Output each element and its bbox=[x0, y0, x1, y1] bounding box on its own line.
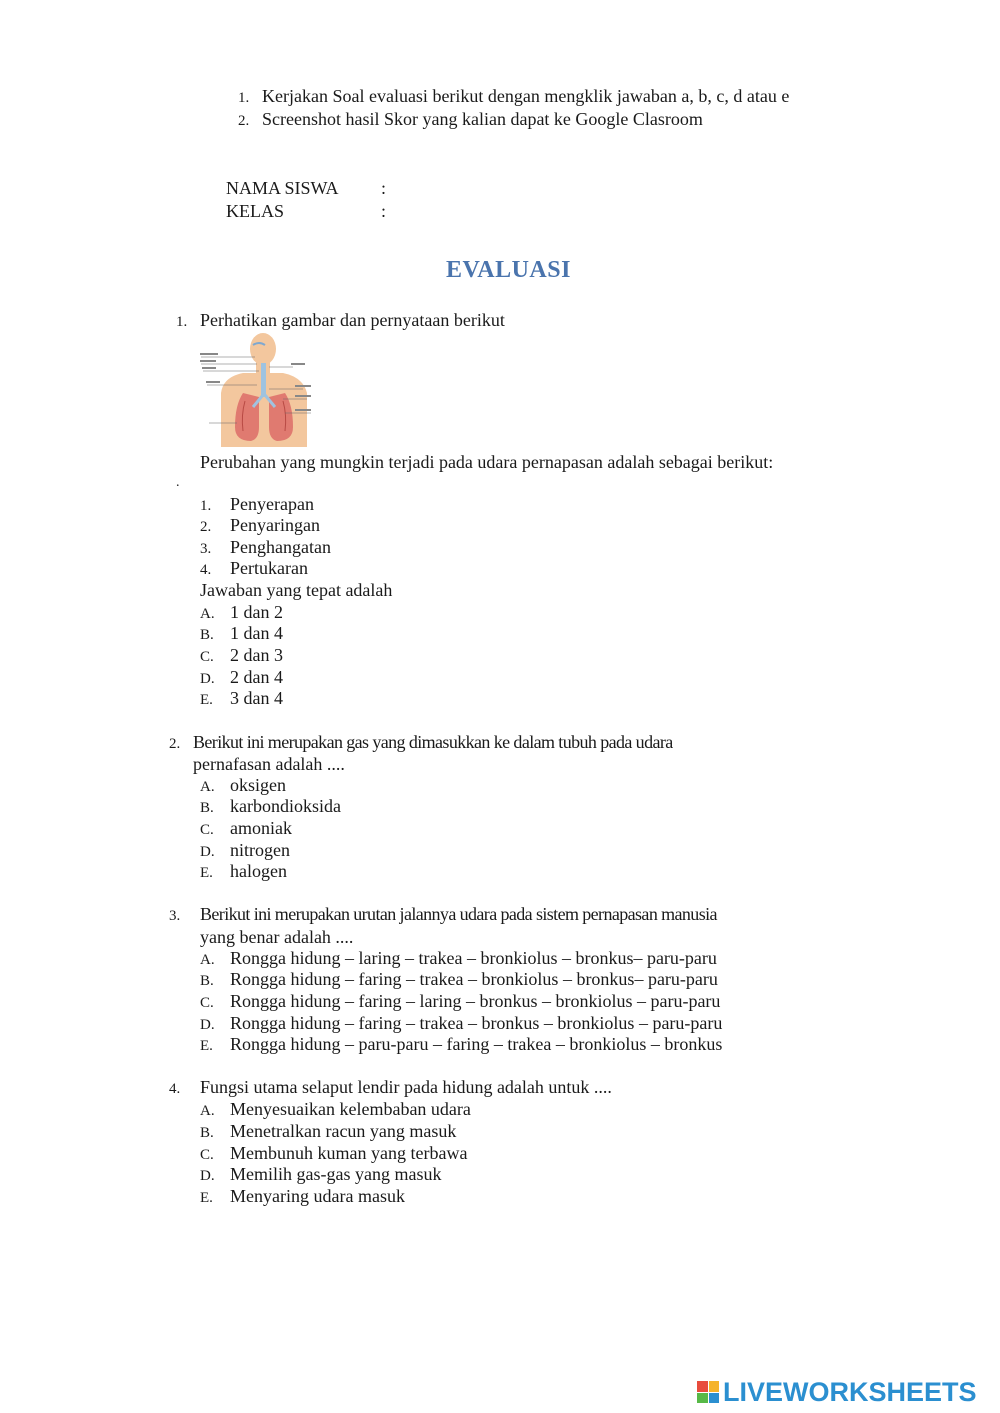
option-letter: E. bbox=[200, 1038, 213, 1054]
q4-option-a[interactable] bbox=[200, 1098, 471, 1122]
option-text: 2 dan 4 bbox=[230, 667, 283, 687]
q3-text-line1: Berikut ini merupakan urutan jalannya udara pada sistem pernapasan manusia bbox=[200, 904, 717, 924]
option-text: amoniak bbox=[230, 818, 292, 838]
q1-option-e[interactable] bbox=[200, 687, 283, 711]
q1-item bbox=[200, 514, 320, 538]
q2-option-c[interactable] bbox=[200, 817, 292, 841]
q1-dot: . bbox=[176, 475, 180, 490]
option-letter: B. bbox=[200, 627, 214, 643]
class-label: KELAS bbox=[226, 201, 284, 221]
option-letter: D. bbox=[200, 671, 215, 687]
instruction-2-number: 2. bbox=[238, 113, 250, 129]
q4-option-e[interactable] bbox=[200, 1185, 405, 1209]
option-letter: E. bbox=[200, 692, 213, 708]
q1-item-number: 3. bbox=[200, 541, 212, 557]
liveworksheets-logo-icon bbox=[697, 1381, 719, 1403]
option-text: Menetralkan racun yang masuk bbox=[230, 1121, 457, 1141]
q1-item-text: Penghangatan bbox=[230, 537, 331, 557]
q1-statement: Perubahan yang mungkin terjadi pada udara pernapasan adalah sebagai berikut: bbox=[200, 452, 774, 472]
option-text: oksigen bbox=[230, 775, 286, 795]
option-text: Menyaring udara masuk bbox=[230, 1186, 405, 1206]
option-letter: C. bbox=[200, 1147, 214, 1163]
instruction-1 bbox=[238, 85, 789, 109]
option-letter: A. bbox=[200, 952, 215, 968]
q2-number: 2. bbox=[169, 736, 181, 752]
q1-option-c[interactable] bbox=[200, 644, 283, 668]
q4-number: 4. bbox=[169, 1081, 181, 1097]
q4-text: Fungsi utama selaput lendir pada hidung adalah untuk .... bbox=[200, 1077, 612, 1097]
option-letter: C. bbox=[200, 649, 214, 665]
q1-item-number: 2. bbox=[200, 519, 212, 535]
q1-text: Perhatikan gambar dan pernyataan berikut bbox=[200, 310, 505, 330]
q3-number: 3. bbox=[169, 908, 181, 924]
option-letter: A. bbox=[200, 779, 215, 795]
option-letter: E. bbox=[200, 865, 213, 881]
q1-item-text: Pertukaran bbox=[230, 558, 308, 578]
option-letter: D. bbox=[200, 1017, 215, 1033]
q3-question bbox=[169, 903, 717, 927]
q2-text-line2: pernafasan adalah .... bbox=[193, 754, 345, 774]
q3-text-line2: yang benar adalah .... bbox=[200, 927, 354, 947]
q1-item-number: 4. bbox=[200, 562, 212, 578]
instruction-1-number: 1. bbox=[238, 90, 250, 106]
name-label: NAMA SISWA bbox=[226, 178, 339, 198]
q2-question bbox=[169, 731, 673, 755]
option-text: Rongga hidung – faring – trakea – bronkiolus – bronkus– paru-paru bbox=[230, 969, 718, 989]
option-text: nitrogen bbox=[230, 840, 290, 860]
option-text: 1 dan 4 bbox=[230, 623, 283, 643]
option-text: karbondioksida bbox=[230, 796, 341, 816]
option-letter: D. bbox=[200, 844, 215, 860]
liveworksheets-logo[interactable] bbox=[697, 1377, 977, 1407]
instruction-2-text: Screenshot hasil Skor yang kalian dapat ke Google Clasroom bbox=[262, 109, 703, 129]
option-letter: A. bbox=[200, 1103, 215, 1119]
q4-question bbox=[169, 1076, 612, 1100]
q1-option-b[interactable] bbox=[200, 622, 283, 646]
q1-item-number: 1. bbox=[200, 498, 212, 514]
logo-square bbox=[709, 1393, 720, 1404]
respiratory-diagram-icon bbox=[199, 331, 313, 447]
option-text: Rongga hidung – laring – trakea – bronkiolus – bronkus– paru-paru bbox=[230, 948, 717, 968]
option-letter: E. bbox=[200, 1190, 213, 1206]
q3-option-e[interactable] bbox=[200, 1033, 722, 1057]
option-text: Menyesuaikan kelembaban udara bbox=[230, 1099, 471, 1119]
option-text: Rongga hidung – paru-paru – faring – trakea – bronkiolus – bronkus bbox=[230, 1034, 723, 1054]
logo-square bbox=[709, 1381, 720, 1392]
option-letter: C. bbox=[200, 995, 214, 1011]
q1-prompt: Jawaban yang tepat adalah bbox=[200, 580, 393, 600]
q2-option-e[interactable] bbox=[200, 860, 287, 884]
q4-option-d[interactable] bbox=[200, 1163, 441, 1187]
q3-option-b[interactable] bbox=[200, 968, 718, 992]
q1-item-text: Penyerapan bbox=[230, 494, 314, 514]
option-letter: D. bbox=[200, 1168, 215, 1184]
q2-option-b[interactable] bbox=[200, 795, 341, 819]
q1-item-text: Penyaringan bbox=[230, 515, 320, 535]
class-colon: : bbox=[381, 201, 387, 221]
q3-option-c[interactable] bbox=[200, 990, 720, 1014]
q4-option-b[interactable] bbox=[200, 1120, 456, 1144]
logo-square bbox=[697, 1381, 708, 1392]
option-letter: B. bbox=[200, 800, 214, 816]
option-text: 2 dan 3 bbox=[230, 645, 283, 665]
option-letter: B. bbox=[200, 973, 214, 989]
q1-number: 1. bbox=[176, 314, 188, 330]
liveworksheets-logo-text: LIVEWORKSHEETS bbox=[723, 1376, 977, 1407]
option-text: Memilih gas-gas yang masuk bbox=[230, 1164, 442, 1184]
option-text: halogen bbox=[230, 861, 287, 881]
option-text: Rongga hidung – faring – trakea – bronkus – bronkiolus – paru-paru bbox=[230, 1013, 723, 1033]
option-text: Rongga hidung – faring – laring – bronkus – bronkiolus – paru-paru bbox=[230, 991, 721, 1011]
option-letter: C. bbox=[200, 822, 214, 838]
logo-square bbox=[697, 1393, 708, 1404]
instruction-2 bbox=[238, 108, 703, 132]
instruction-1-text: Kerjakan Soal evaluasi berikut dengan mengklik jawaban a, b, c, d atau e bbox=[262, 86, 790, 106]
option-text: 3 dan 4 bbox=[230, 688, 283, 708]
option-text: 1 dan 2 bbox=[230, 602, 283, 622]
name-colon: : bbox=[381, 178, 387, 198]
option-letter: A. bbox=[200, 606, 215, 622]
q1-item bbox=[200, 557, 308, 581]
respiratory-system-figure bbox=[199, 331, 313, 447]
page-title: EVALUASI bbox=[446, 257, 571, 283]
option-text: Membunuh kuman yang terbawa bbox=[230, 1143, 468, 1163]
option-letter: B. bbox=[200, 1125, 214, 1141]
q2-text-line1: Berikut ini merupakan gas yang dimasukkan ke dalam tubuh pada udara bbox=[193, 732, 673, 752]
q1-question bbox=[176, 309, 505, 333]
